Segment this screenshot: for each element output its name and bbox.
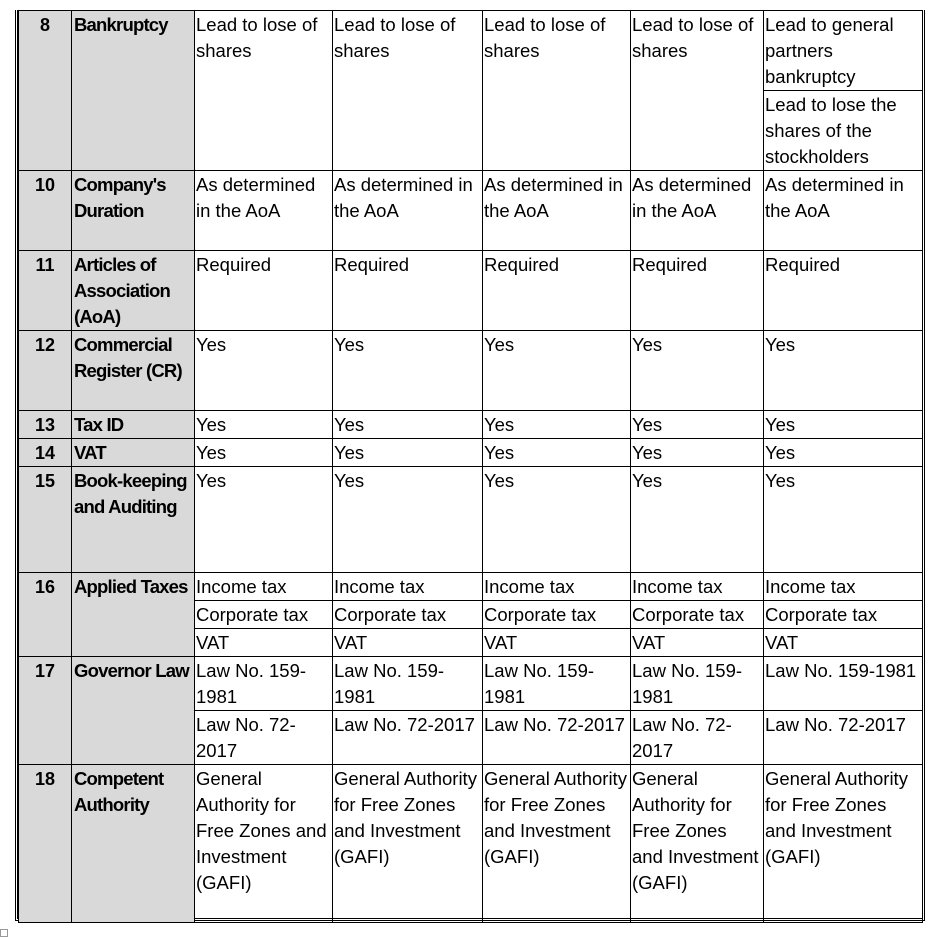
table-cell: Corporate tax: [195, 601, 333, 629]
table-cell: Yes: [333, 439, 483, 467]
table-row: [19, 251, 923, 331]
row-number: 15: [19, 467, 72, 573]
table-cell: Income tax: [483, 573, 631, 601]
table-cell: Corporate tax: [333, 601, 483, 629]
row-label: Competent Authority: [72, 765, 195, 923]
table-cell: Income tax: [333, 573, 483, 601]
table-cell: Lead to general partners bankruptcy: [764, 11, 923, 91]
row-label: VAT: [72, 439, 195, 467]
table-cell: VAT: [195, 629, 333, 657]
company-comparison-table: [18, 10, 923, 923]
table-cell: Yes: [195, 467, 333, 573]
row-label: Applied Taxes: [72, 573, 195, 657]
table-cell: Law No. 159-1981: [631, 657, 764, 711]
table-row: [19, 331, 923, 411]
table-row: [19, 657, 923, 711]
table-cell: Law No. 159-1981: [333, 657, 483, 711]
table-cell: [333, 91, 483, 171]
row-label: Company's Duration: [72, 171, 195, 251]
table-cell: Law No. 159-1981: [195, 657, 333, 711]
table-cell: Yes: [764, 467, 923, 573]
table-cell: Yes: [333, 467, 483, 573]
table-cell: As determined in the AoA: [764, 171, 923, 251]
table-cell: General Authority for Free Zones and Investment (GAFI): [333, 765, 483, 923]
table-cell: Income tax: [195, 573, 333, 601]
row-label: Bankruptcy: [72, 11, 195, 171]
table-cell: Income tax: [764, 573, 923, 601]
table-cell: Yes: [764, 331, 923, 411]
table-end-marker: [0, 929, 8, 937]
row-number: 8: [19, 11, 72, 171]
table-cell: Yes: [483, 411, 631, 439]
table-cell: General Authority for Free Zones and Investment (GAFI): [631, 765, 764, 923]
table-cell: VAT: [631, 629, 764, 657]
row-number: 11: [19, 251, 72, 331]
table-row: [19, 11, 923, 91]
table-cell: VAT: [764, 629, 923, 657]
row-number: 13: [19, 411, 72, 439]
table-cell: Yes: [195, 331, 333, 411]
table-cell: General Authority for Free Zones and Investment (GAFI): [483, 765, 631, 923]
table-row: [19, 411, 923, 439]
row-label: Governor Law: [72, 657, 195, 765]
table-cell: [483, 91, 631, 171]
table-cell: Yes: [631, 467, 764, 573]
table-cell: Law No. 72-2017: [631, 711, 764, 765]
row-label: Tax ID: [72, 411, 195, 439]
table-cell: Required: [631, 251, 764, 331]
table-cell: Income tax: [631, 573, 764, 601]
table-cell: Yes: [631, 331, 764, 411]
table-cell: Yes: [764, 411, 923, 439]
table-cell: Required: [195, 251, 333, 331]
table-cell: Law No. 72-2017: [195, 711, 333, 765]
row-number: 16: [19, 573, 72, 657]
table-cell: Yes: [483, 331, 631, 411]
row-label: Articles of Association (AoA): [72, 251, 195, 331]
table-cell: Law No. 72-2017: [333, 711, 483, 765]
table-cell: [631, 91, 764, 171]
row-number: 14: [19, 439, 72, 467]
row-number: 17: [19, 657, 72, 765]
table-cell: Yes: [764, 439, 923, 467]
row-label: Commercial Register (CR): [72, 331, 195, 411]
table-cell: As determined in the AoA: [195, 171, 333, 251]
table-cell: Yes: [483, 467, 631, 573]
comparison-table-frame: [15, 10, 925, 921]
table-row: [19, 467, 923, 573]
table-cell: Required: [764, 251, 923, 331]
table-cell: As determined in the AoA: [333, 171, 483, 251]
row-number: 18: [19, 765, 72, 923]
table-cell: Yes: [483, 439, 631, 467]
table-cell: Lead to lose of shares: [333, 11, 483, 91]
table-cell: VAT: [333, 629, 483, 657]
table-cell: As determined in the AoA: [483, 171, 631, 251]
table-row: [19, 765, 923, 923]
table-cell: Law No. 159-1981: [764, 657, 923, 711]
table-cell: Corporate tax: [483, 601, 631, 629]
table-cell: Yes: [631, 411, 764, 439]
table-cell: Lead to lose of shares: [483, 11, 631, 91]
table-cell: Law No. 159-1981: [483, 657, 631, 711]
table-cell: Corporate tax: [764, 601, 923, 629]
table-cell: Yes: [333, 331, 483, 411]
table-cell: Required: [333, 251, 483, 331]
table-cell: Lead to lose of shares: [631, 11, 764, 91]
table-cell: As determined in the AoA: [631, 171, 764, 251]
table-cell: Law No. 72-2017: [764, 711, 923, 765]
table-row: [19, 171, 923, 251]
row-number: 12: [19, 331, 72, 411]
table-cell: General Authority for Free Zones and Investment (GAFI): [764, 765, 923, 923]
table-cell: VAT: [483, 629, 631, 657]
table-cell: Yes: [631, 439, 764, 467]
table-cell: Required: [483, 251, 631, 331]
table-cell: Yes: [333, 411, 483, 439]
row-number: 10: [19, 171, 72, 251]
table-row: [19, 573, 923, 601]
table-cell: Lead to lose the shares of the stockholders: [764, 91, 923, 171]
table-cell: Lead to lose of shares: [195, 11, 333, 91]
table-cell: [195, 91, 333, 171]
table-cell: Law No. 72-2017: [483, 711, 631, 765]
table-cell: Corporate tax: [631, 601, 764, 629]
table-cell: Yes: [195, 411, 333, 439]
table-cell: Yes: [195, 439, 333, 467]
table-cell: General Authority for Free Zones and Investment (GAFI): [195, 765, 333, 923]
table-row: [19, 439, 923, 467]
row-label: Book-keeping and Auditing: [72, 467, 195, 573]
